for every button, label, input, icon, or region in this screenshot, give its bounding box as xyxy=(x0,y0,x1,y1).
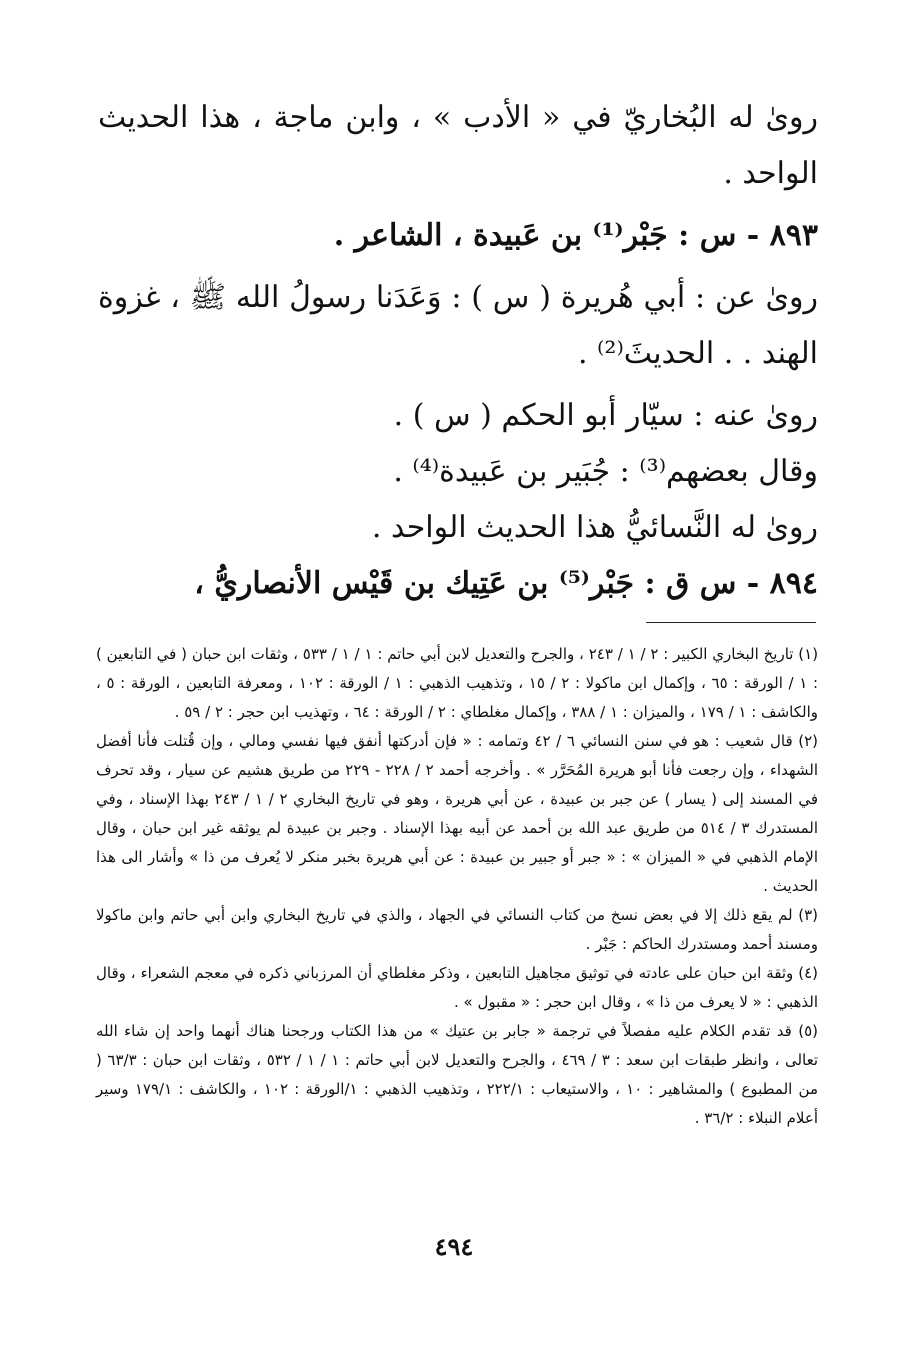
footnote: (٣) لم يقع ذلك إلا في بعض نسخ من كتاب النسائي في الجهاد ، والذي في تاريخ البخاري وابن أبي حاتم وابن ماكولا ومسند أحمد ومستدرك الحاكم : جَبْر . xyxy=(96,906,818,953)
paragraph: وقال بعضهم⁽³⁾ : جُبَير بن عَبيدة⁽⁴⁾ . xyxy=(393,454,818,489)
paragraph: روىٰ له النَّسائيُّ هذا الحديث الواحد . xyxy=(371,510,818,545)
footnote: (٤) وثقة ابن حبان على عادته في توثيق مجاهيل التابعين ، وذكر مغلطاي أن المرزباني ذكره في معجم الشعراء ، وقال الذهبي : « لا يعرف من ذا » ، وقال ابن حجر : « مقبول » . xyxy=(96,964,818,1011)
paragraph: روىٰ عن : أبي هُريرة ( س ) : وَعَدَنا رسولُ الله ﷺ ، غزوة الهند . . الحديثَ⁽²⁾ . xyxy=(98,280,818,371)
footnote: (١) تاريخ البخاري الكبير : ٢ / ١ / ٢٤٣ ، والجرح والتعديل لابن أبي حاتم : ١ / ١ / ٥٣٣ ، وثقات ابن حبان ( في التابعين ) : ١ / الورقة : ٦٥ ، وإكمال ابن ماكولا : ٢ / ١٥ ، وتذهيب الذهبي : ١ / الورقة : ١٠٢ ، ومعرفة التابعين ، الورقة : ٥ ، والكاشف : ١ / ١٧٩ ، والميزان : ١ / ٣٨٨ ، وإكمال مغلطاي : ٢ / الورقة : ٦٤ ، وتهذيب ابن حجر : ٢ / ٥٩ . xyxy=(96,645,819,721)
page-number: ٤٩٤ xyxy=(434,1232,474,1261)
footnote: (٢) قال شعيب : هو في سنن النسائي ٦ / ٤٢ وتمامه : « فإن أدركتها أنفق فيها نفسي ومالي ، وإن قُتلت فأنا أفضل الشهداء ، وإن رجعت فأنا أبو هريرة المُحَرَّر » . وأخرجه أحمد ٢ / ٢٢٨ - ٢٢٩ من طريق هشيم عن سيار ، وقد تحرف في المسند إلى ( يسار ) عن جبر بن عبيدة ، عن أبي هريرة ، وهو في تاريخ البخاري ٢ / ١ / ٢٤٣ بهذا الإسناد ، وفي المستدرك ٣ / ٥١٤ من طريق عبد الله بن أحمد عن أبيه بهذا الإسناد . وجبر بن عبيدة لم يوثقه غير ابن حبان ، وقال الإمام الذهبي في « الميزان » : « جبر أو جبير بن عبيدة : عن أبي هريرة بخبر منكر لا يُعرف من ذا » وأشار الى هذا الحديث . xyxy=(96,732,818,895)
entry-heading-893: ٨٩٣ - س : جَبْر⁽¹⁾ بن عَبيدة ، الشاعر . xyxy=(333,218,818,253)
entry-heading-894: ٨٩٤ - س ق : جَبْر⁽⁵⁾ بن عَتِيك بن قَيْس الأنصاريُّ ، xyxy=(194,566,818,601)
main-text xyxy=(98,90,818,612)
paragraph: روىٰ له البُخاريّ في « الأدب » ، وابن ماجة ، هذا الحديث الواحد . xyxy=(98,100,818,191)
footnote-separator xyxy=(646,622,816,623)
footnotes xyxy=(96,640,818,1133)
paragraph: روىٰ عنه : سيّار أبو الحكم ( س ) . xyxy=(393,398,818,433)
footnote: (٥) قد تقدم الكلام عليه مفصلاً في ترجمة « جابر بن عتيك » من هذا الكتاب ورجحنا هناك أنهما واحد إن شاء الله تعالى ، وانظر طبقات ابن سعد : ٣ / ٤٦٩ ، والجرح والتعديل لابن أبي حاتم : ١ / ١ / ٥٣٢ ، وثقات ابن حبان : ٦٣/٣ ( من المطبوع ) والمشاهير : ١٠ ، والاستيعاب : ٢٢٢/١ ، وتذهيب الذهبي : ١/الورقة : ١٠٢ ، والكاشف : ١٧٩/١ وسير أعلام النبلاء : ٣٦/٢ . xyxy=(96,1022,819,1127)
